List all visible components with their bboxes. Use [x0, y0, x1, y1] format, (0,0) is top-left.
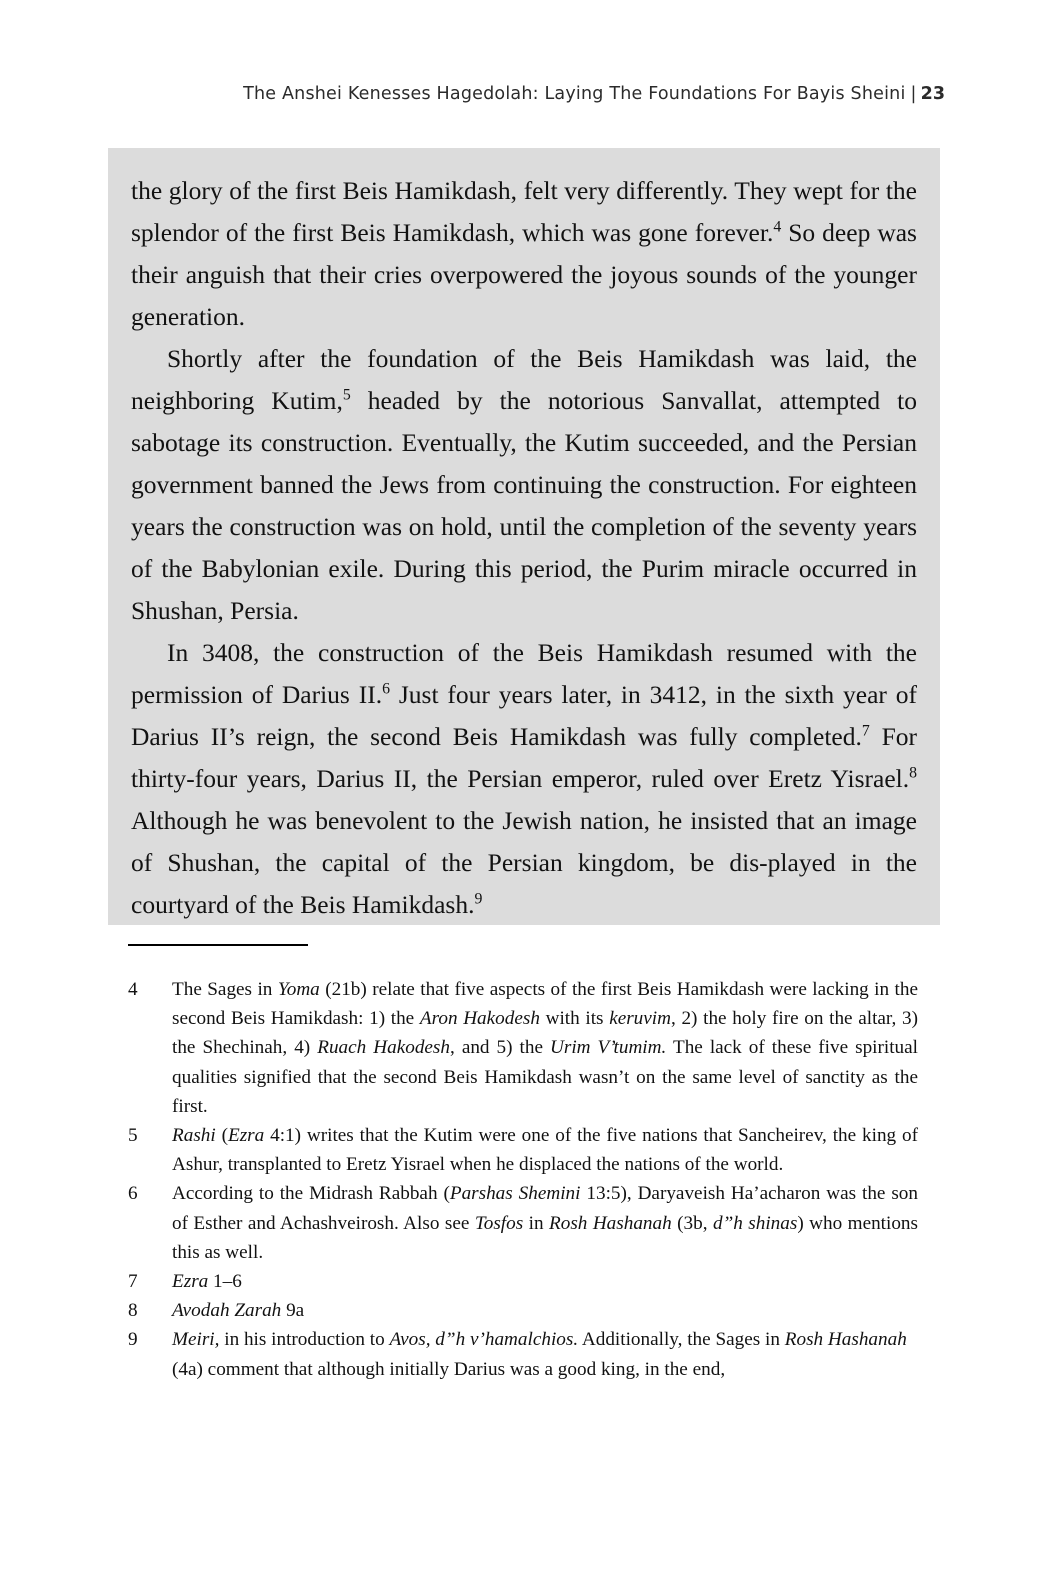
footnote-reference-4[interactable]: 4 [773, 218, 782, 236]
footnote-reference-9[interactable]: 9 [474, 890, 483, 908]
body-paragraph-text: So deep was their anguish that their cries overpowered the joyous sounds of the younger generation. [131, 218, 917, 331]
footnote-number-6: 6 [128, 1183, 138, 1205]
footnote-text: (4a) comment that although initially Darius was a good king, in the end, [172, 1358, 726, 1380]
footnote-text [172, 1271, 242, 1292]
footnote-text [172, 1125, 918, 1175]
footnote-reference-7[interactable]: 7 [861, 722, 870, 740]
footnote-number-4: 4 [128, 979, 138, 1000]
footnote-citation: Ruach Hakodesh [317, 1037, 450, 1059]
footnote-citation: Avodah Zarah [172, 1300, 282, 1322]
footnote-citation: Aron Hakodesh [419, 1008, 540, 1030]
footnote-text: , and 5) the [450, 1037, 551, 1059]
footnote-text: 1–6 [208, 1271, 242, 1293]
footnote-number-8: 8 [128, 1300, 138, 1322]
footnote-reference-5[interactable]: 5 [342, 386, 351, 404]
footnote-text: in his introduction to [219, 1329, 390, 1351]
footnote-item [128, 1296, 918, 1325]
footnote-citation: Avos, d”h v’hamalchios. [389, 1329, 579, 1351]
footnote-text: in [523, 1212, 549, 1234]
footnote-text: 9a [281, 1300, 305, 1322]
footnote-citation: Ezra [227, 1125, 265, 1147]
page-number: 23 [920, 84, 945, 104]
body-paragraph [131, 170, 917, 338]
footnote-text: ( [215, 1125, 228, 1147]
footnote-citation: Yoma [277, 979, 320, 1000]
footnote-reference-6[interactable]: 6 [382, 680, 390, 698]
footnote-citation: Tosfos [474, 1212, 524, 1234]
body-paragraph-text: the glory of the first Beis Hamikdash, felt very differently. They wept for the splendor of the first Beis Hamikdash, which was gone forever. [131, 176, 917, 247]
body-paragraph-text: Shortly after the foundation of the Beis Hamikdash was laid, the neighboring Kutim, [131, 344, 917, 415]
footnote-citation: Urim V’tumim. [550, 1037, 667, 1059]
footnote-citation: keruvim [609, 1008, 671, 1030]
footnote-number-5: 5 [128, 1125, 138, 1147]
body-paragraph-text: headed by the notorious Sanvallat, attempted to sabotage its construction. Eventually, the Kutim succeeded, and the Persian government banned the Jews from continuing the construction. For eighteen years the construction was on hold, until the completion of the seventy years of the Babylonian exile. During this period, the Purim miracle occurred in Shushan, Persia. [131, 386, 917, 625]
footnote-text: The lack of these five spiritual qualities signified that the second Beis Hamikdash wasn’t on the same level of sanctity as the first. [172, 1037, 918, 1117]
footnote-citation: Ezra [172, 1271, 209, 1293]
running-header [108, 84, 945, 104]
footnote-text: ) who mentions this as well. [172, 1212, 918, 1263]
footnote-text [172, 979, 918, 1117]
body-paragraph-text: Just four years later, in 3412, in the sixth year of Darius II’s reign, the second Beis Hamikdash was fully completed. [131, 680, 918, 751]
body-paragraph-text: Although he was benevolent to the Jewish nation, he insisted that an image of Shushan, the capital of the Persian kingdom, be dis-played in the courtyard of the Beis Hamikdash. [131, 806, 917, 919]
footnote-text: According to the Midrash Rabbah ( [172, 1183, 450, 1205]
footnote-separator-rule [128, 944, 308, 946]
running-header-separator: | [910, 84, 917, 104]
footnote-text: 13:5), Daryaveish Ha’acharon was the son of Esther and Achashveirosh. Also see [172, 1183, 918, 1234]
footnote-citation: Parshas Shemini [449, 1183, 581, 1205]
body-paragraph [131, 338, 917, 632]
footnote-reference-8[interactable]: 8 [909, 764, 917, 782]
footnotes-section [128, 975, 918, 1384]
body-paragraph [131, 632, 917, 926]
footnote-text [172, 1183, 918, 1262]
footnote-text: , 2) the holy fire on the altar, 3) the Shechinah, 4) [172, 1008, 918, 1059]
footnote-text: (21b) relate that five aspects of the first Beis Hamikdash were lacking in the second Beis Hamikdash: 1) the [172, 979, 918, 1030]
footnote-citation: Rosh Hashanah [549, 1212, 672, 1234]
footnote-citation: Rashi [172, 1125, 216, 1147]
body-paragraph-text: For thirty-four years, Darius II, the Persian emperor, ruled over Eretz Yisrael. [131, 722, 917, 793]
footnote-text [172, 1329, 907, 1379]
footnote-text: The Sages in [172, 979, 278, 1000]
footnote-text: Additionally, the Sages in [578, 1329, 785, 1351]
footnote-citation: d”h shinas [712, 1212, 798, 1234]
footnote-text [172, 1300, 304, 1321]
footnote-item [128, 1325, 918, 1383]
footnote-text: (3b, [671, 1212, 713, 1234]
footnote-citation: Rosh Hashanah [784, 1329, 907, 1351]
footnote-item [128, 975, 918, 1121]
footnote-number-7: 7 [128, 1271, 138, 1293]
footnote-number-9: 9 [128, 1329, 138, 1351]
shaded-body-block [108, 148, 940, 925]
running-header-title: The Anshei Kenesses Hagedolah: Laying The Foundations For Bayis Sheini [243, 84, 906, 104]
footnote-item [128, 1267, 918, 1296]
footnote-text: with its [539, 1008, 610, 1030]
body-paragraph-text: In 3408, the construction of the Beis Hamikdash resumed with the permission of Darius II. [131, 638, 917, 709]
footnote-item [128, 1179, 918, 1267]
footnote-citation: Meiri, [172, 1329, 220, 1351]
footnote-item [128, 1121, 918, 1179]
footnote-text: 4:1) writes that the Kutim were one of the five nations that Sancheirev, the king of Ashur, transplanted to Eretz Yisrael when he displaced the nations of the world. [172, 1125, 918, 1176]
